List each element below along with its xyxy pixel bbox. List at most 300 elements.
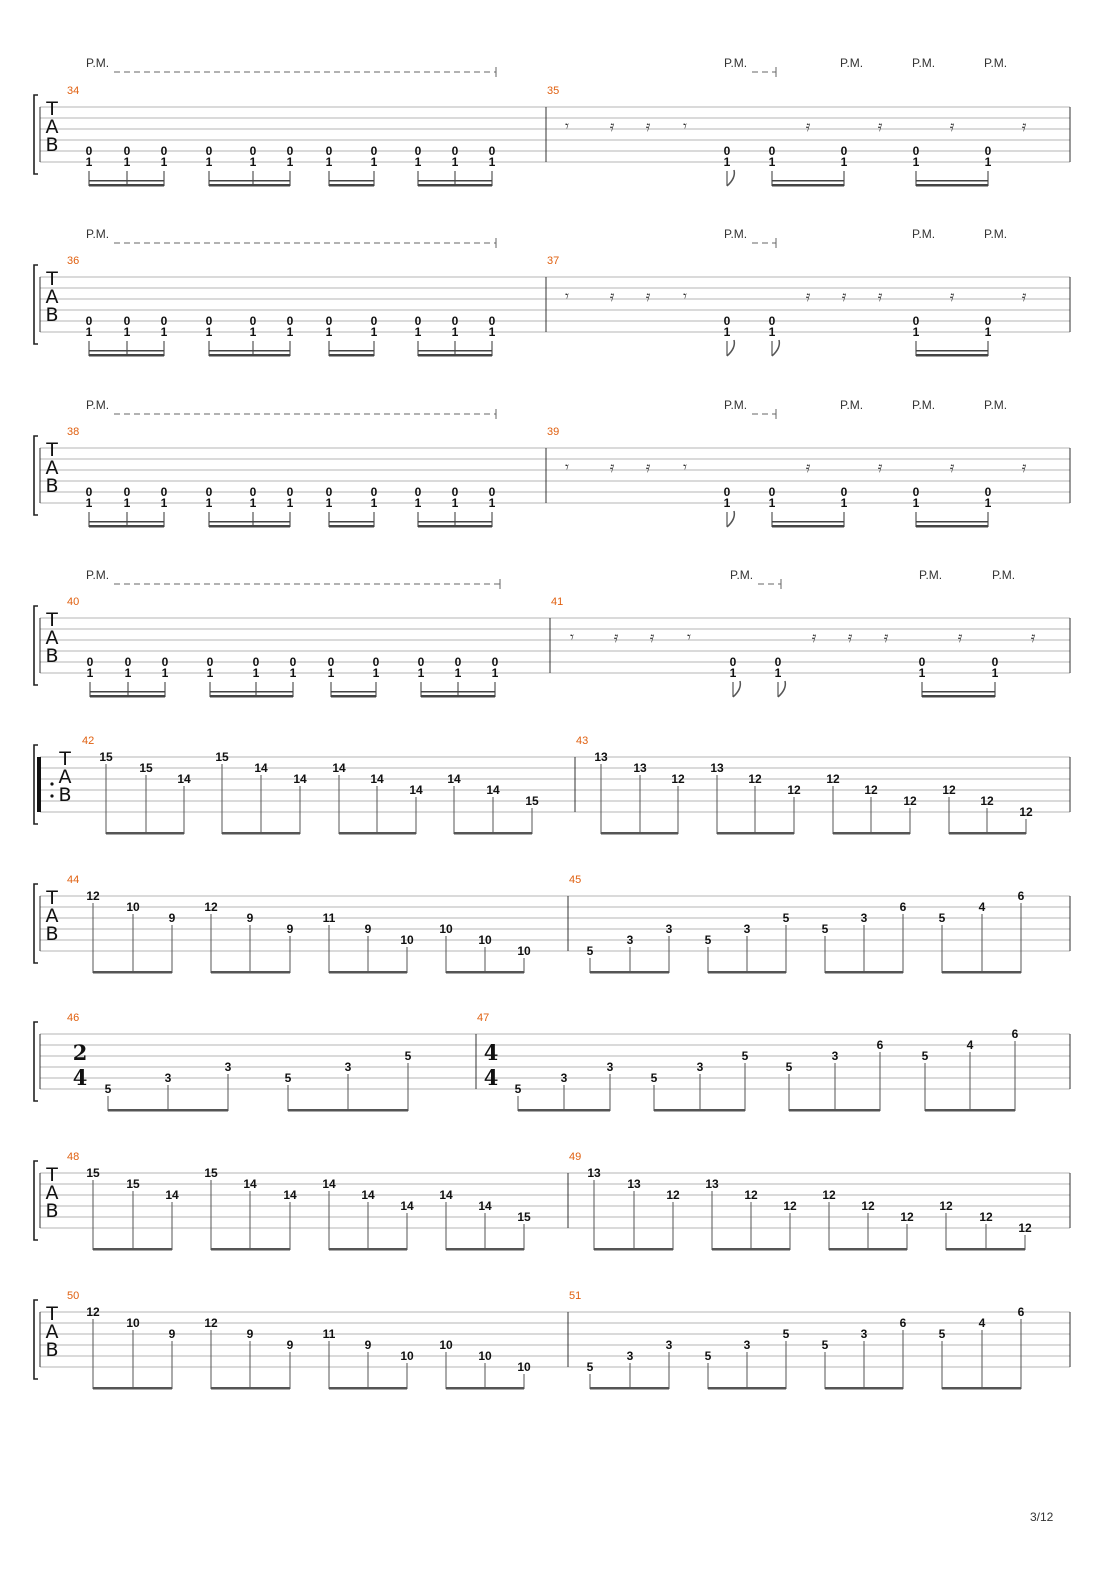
measure-number: 35 [547, 85, 560, 97]
fret-number: 3 [665, 922, 673, 936]
rest: 𝄿 [877, 458, 883, 476]
measure-number: 36 [67, 255, 80, 267]
beam [712, 1248, 790, 1251]
fret-number: 1 [252, 666, 260, 680]
fret-number: 12 [748, 772, 762, 786]
fret-number: 12 [861, 1199, 875, 1213]
fret-number: 1 [205, 496, 213, 510]
fret-number: 12 [900, 1210, 914, 1224]
fret-number: 14 [478, 1199, 492, 1213]
rest: 𝄾 [683, 117, 687, 135]
fret-number: 1 [205, 155, 213, 169]
fret-number: 15 [204, 1166, 218, 1180]
tab-clef-letter: T [46, 268, 58, 290]
measure-number: 37 [547, 255, 560, 267]
rest: 𝄿 [847, 628, 853, 646]
measure-number: 42 [82, 735, 95, 747]
fret-number: 0 [161, 655, 169, 669]
fret-number: 10 [439, 1338, 453, 1352]
beam [916, 184, 988, 187]
tab-clef-letter: B [45, 923, 59, 945]
measure-number: 34 [67, 85, 80, 97]
fret-number: 0 [451, 314, 459, 328]
fret-number: 0 [912, 314, 920, 328]
rest: 𝄿 [883, 628, 889, 646]
time-signature-top: 2 [72, 1040, 88, 1065]
measure-number: 51 [569, 1290, 582, 1302]
fret-number: 0 [325, 485, 333, 499]
fret-number: 0 [325, 144, 333, 158]
repeat-dot [50, 782, 53, 785]
fret-number: 9 [286, 922, 294, 936]
palm-mute-label: P.M. [724, 56, 748, 70]
fret-number: 14 [400, 1199, 414, 1213]
fret-number: 14 [409, 783, 423, 797]
tab-clef-letter: B [45, 1200, 59, 1222]
fret-number: 1 [124, 666, 132, 680]
rest: 𝄿 [645, 117, 651, 135]
tab-clef-letter: A [45, 1182, 59, 1204]
beam [601, 832, 678, 835]
fret-number: 12 [864, 783, 878, 797]
fret-number: 0 [414, 314, 422, 328]
fret-number: 9 [246, 1327, 254, 1341]
palm-mute-label: P.M. [919, 568, 943, 582]
fret-number: 12 [787, 783, 801, 797]
fret-number: 0 [205, 314, 213, 328]
tab-clef-letter: B [45, 645, 59, 667]
measure-number: 49 [569, 1151, 582, 1163]
rest: 𝄾 [683, 287, 687, 305]
palm-mute-label: P.M. [86, 398, 110, 412]
fret-number: 1 [912, 155, 920, 169]
fret-number: 6 [899, 1316, 907, 1330]
fret-number: 5 [284, 1071, 292, 1085]
fret-number: 0 [912, 144, 920, 158]
fret-number: 14 [177, 772, 191, 786]
system-bracket [34, 884, 38, 963]
beam [916, 354, 988, 357]
tab-clef-letter: B [58, 784, 72, 806]
fret-number: 3 [696, 1060, 704, 1074]
fret-number: 9 [168, 1327, 176, 1341]
fret-number: 3 [626, 933, 634, 947]
fret-number: 0 [768, 144, 776, 158]
fret-number: 1 [984, 155, 992, 169]
fret-number: 9 [246, 911, 254, 925]
fret-number: 10 [439, 922, 453, 936]
fret-number: 14 [370, 772, 384, 786]
fret-number: 0 [85, 314, 93, 328]
rest: 𝄾 [565, 287, 569, 305]
tab-clef-letter: B [45, 304, 59, 326]
fret-number: 0 [325, 314, 333, 328]
fret-number: 0 [840, 485, 848, 499]
beam [789, 1109, 880, 1112]
fret-number: 1 [488, 155, 496, 169]
fret-number: 1 [327, 666, 335, 680]
fret-number: 12 [822, 1188, 836, 1202]
fret-number: 3 [224, 1060, 232, 1074]
beam [717, 832, 794, 835]
beam [825, 971, 903, 974]
fret-number: 6 [1017, 889, 1025, 903]
beam [89, 184, 164, 187]
fret-number: 10 [126, 1316, 140, 1330]
fret-number: 1 [723, 155, 731, 169]
fret-number: 12 [826, 772, 840, 786]
palm-mute-label: P.M. [912, 398, 936, 412]
rest: 𝄿 [949, 117, 955, 135]
palm-mute-label: P.M. [984, 56, 1008, 70]
fret-number: 3 [560, 1071, 568, 1085]
fret-number: 1 [86, 666, 94, 680]
beam [89, 350, 164, 352]
beam [772, 521, 844, 523]
tab-clef-letter: T [59, 748, 71, 770]
rest: 𝄿 [1021, 287, 1027, 305]
fret-number: 0 [414, 144, 422, 158]
fret-number: 5 [821, 922, 829, 936]
fret-number: 5 [586, 944, 594, 958]
measure-number: 46 [67, 1012, 80, 1024]
tab-clef-letter: B [45, 134, 59, 156]
beam [421, 691, 495, 693]
palm-mute-label: P.M. [840, 56, 864, 70]
fret-number: 0 [840, 144, 848, 158]
measure-number: 48 [67, 1151, 80, 1163]
fret-number: 14 [293, 772, 307, 786]
beam [331, 695, 376, 698]
fret-number: 0 [912, 485, 920, 499]
fret-number: 5 [104, 1082, 112, 1096]
beam [590, 971, 669, 974]
fret-number: 9 [168, 911, 176, 925]
fret-number: 1 [451, 325, 459, 339]
fret-number: 5 [785, 1060, 793, 1074]
tab-clef-letter: T [46, 1164, 58, 1186]
fret-number: 0 [370, 144, 378, 158]
rest: 𝄿 [1021, 458, 1027, 476]
fret-number: 1 [370, 155, 378, 169]
system-bracket [34, 1022, 38, 1101]
note-flag [772, 340, 779, 356]
fret-number: 1 [160, 155, 168, 169]
fret-number: 0 [370, 485, 378, 499]
fret-number: 1 [840, 155, 848, 169]
fret-number: 0 [991, 655, 999, 669]
fret-number: 0 [414, 485, 422, 499]
fret-number: 1 [488, 325, 496, 339]
beam [922, 695, 995, 698]
fret-number: 1 [249, 496, 257, 510]
fret-number: 15 [517, 1210, 531, 1224]
beam [209, 184, 290, 187]
fret-number: 1 [249, 155, 257, 169]
beam [222, 832, 300, 835]
fret-number: 12 [671, 772, 685, 786]
fret-number: 12 [86, 889, 100, 903]
beam [329, 184, 374, 187]
beam [708, 971, 786, 974]
beam [209, 354, 290, 357]
tab-clef-letter: A [45, 116, 59, 138]
fret-number: 10 [126, 900, 140, 914]
tab-clef-letter: T [46, 1303, 58, 1325]
fret-number: 1 [123, 155, 131, 169]
fret-number: 10 [400, 1349, 414, 1363]
palm-mute-label: P.M. [724, 398, 748, 412]
beam [833, 832, 910, 835]
beam [329, 1387, 407, 1390]
beam [454, 832, 532, 835]
palm-mute-label: P.M. [984, 227, 1008, 241]
tab-clef-letter: A [45, 905, 59, 927]
note-flag [733, 681, 740, 697]
beam [90, 691, 165, 693]
fret-number: 0 [249, 485, 257, 499]
rest: 𝄿 [609, 117, 615, 135]
beam [106, 832, 184, 835]
rest: 𝄿 [841, 287, 847, 305]
fret-number: 1 [160, 325, 168, 339]
fret-number: 5 [938, 1327, 946, 1341]
palm-mute-label: P.M. [86, 227, 110, 241]
fret-number: 1 [984, 325, 992, 339]
fret-number: 0 [327, 655, 335, 669]
fret-number: 4 [978, 900, 986, 914]
fret-number: 0 [123, 144, 131, 158]
fret-number: 5 [821, 1338, 829, 1352]
fret-number: 3 [743, 1338, 751, 1352]
fret-number: 6 [899, 900, 907, 914]
fret-number: 5 [938, 911, 946, 925]
beam [446, 1387, 524, 1390]
measure-number: 45 [569, 874, 582, 886]
beam [288, 1109, 408, 1112]
note-flag [778, 681, 785, 697]
fret-number: 0 [123, 485, 131, 499]
fret-number: 1 [372, 666, 380, 680]
beam [594, 1248, 673, 1251]
measure-number: 50 [67, 1290, 80, 1302]
fret-number: 14 [254, 761, 268, 775]
rest: 𝄿 [949, 458, 955, 476]
fret-number: 0 [729, 655, 737, 669]
measure-number: 40 [67, 596, 80, 608]
fret-number: 1 [289, 666, 297, 680]
rest: 𝄾 [570, 628, 574, 646]
fret-number: 12 [666, 1188, 680, 1202]
fret-number: 15 [99, 750, 113, 764]
rest: 𝄿 [805, 458, 811, 476]
palm-mute-label: P.M. [984, 398, 1008, 412]
beam [418, 354, 492, 357]
rest: 𝄾 [683, 458, 687, 476]
rest: 𝄿 [805, 117, 811, 135]
fret-number: 0 [488, 314, 496, 328]
palm-mute-label: P.M. [912, 227, 936, 241]
fret-number: 5 [921, 1049, 929, 1063]
fret-number: 10 [478, 933, 492, 947]
fret-number: 15 [126, 1177, 140, 1191]
fret-number: 0 [86, 655, 94, 669]
fret-number: 1 [85, 155, 93, 169]
fret-number: 1 [768, 325, 776, 339]
measure-number: 39 [547, 426, 560, 438]
beam [418, 180, 492, 182]
fret-number: 15 [86, 1166, 100, 1180]
fret-number: 0 [491, 655, 499, 669]
fret-number: 9 [286, 1338, 294, 1352]
beam [211, 1387, 290, 1390]
beam [829, 1248, 907, 1251]
beam [329, 180, 374, 182]
beam [209, 350, 290, 352]
beam [108, 1109, 228, 1112]
fret-number: 13 [633, 761, 647, 775]
fret-number: 0 [85, 485, 93, 499]
tab-clef-letter: T [46, 609, 58, 631]
fret-number: 0 [488, 144, 496, 158]
rest: 𝄿 [805, 287, 811, 305]
beam [418, 350, 492, 352]
fret-number: 1 [370, 496, 378, 510]
fret-number: 0 [85, 144, 93, 158]
measure-number: 43 [576, 735, 589, 747]
fret-number: 0 [124, 655, 132, 669]
fret-number: 3 [164, 1071, 172, 1085]
rest: 𝄿 [645, 458, 651, 476]
fret-number: 1 [325, 155, 333, 169]
fret-number: 12 [86, 1305, 100, 1319]
fret-number: 10 [517, 944, 531, 958]
beam [772, 184, 844, 187]
note-flag [727, 170, 734, 186]
palm-mute-label: P.M. [912, 56, 936, 70]
beam [418, 521, 492, 523]
fret-number: 1 [286, 325, 294, 339]
fret-number: 0 [723, 314, 731, 328]
system-bracket [34, 95, 38, 174]
tab-clef-letter: B [45, 1339, 59, 1361]
fret-number: 14 [165, 1188, 179, 1202]
fret-number: 1 [249, 325, 257, 339]
tab-clef-letter: B [45, 475, 59, 497]
beam [210, 695, 293, 698]
rest: 𝄿 [877, 117, 883, 135]
fret-number: 0 [984, 314, 992, 328]
beam [654, 1109, 745, 1112]
beam [825, 1387, 903, 1390]
fret-number: 0 [451, 144, 459, 158]
fret-number: 1 [454, 666, 462, 680]
fret-number: 3 [860, 911, 868, 925]
fret-number: 15 [215, 750, 229, 764]
rest: 𝄾 [687, 628, 691, 646]
rest: 𝄿 [949, 287, 955, 305]
beam [329, 525, 374, 528]
fret-number: 14 [486, 783, 500, 797]
beam [916, 180, 988, 182]
fret-number: 0 [454, 655, 462, 669]
repeat-dot [50, 794, 53, 797]
rest: 𝄿 [877, 287, 883, 305]
fret-number: 3 [743, 922, 751, 936]
fret-number: 13 [627, 1177, 641, 1191]
fret-number: 0 [918, 655, 926, 669]
fret-number: 0 [160, 144, 168, 158]
fret-number: 0 [417, 655, 425, 669]
time-signature-bottom: 4 [72, 1065, 88, 1090]
tab-clef-letter: A [58, 766, 72, 788]
tab-clef-letter: T [46, 439, 58, 461]
fret-number: 4 [966, 1038, 974, 1052]
beam [418, 525, 492, 528]
note-flag [727, 511, 734, 527]
fret-number: 0 [768, 485, 776, 499]
fret-number: 5 [514, 1082, 522, 1096]
fret-number: 1 [840, 496, 848, 510]
beam [209, 525, 290, 528]
fret-number: 15 [139, 761, 153, 775]
beam [590, 1387, 669, 1390]
fret-number: 0 [984, 144, 992, 158]
tab-clef-letter: A [45, 627, 59, 649]
beam [329, 971, 407, 974]
fret-number: 12 [204, 1316, 218, 1330]
fret-number: 1 [729, 666, 737, 680]
fret-number: 1 [161, 666, 169, 680]
fret-number: 0 [205, 485, 213, 499]
palm-mute-label: P.M. [840, 398, 864, 412]
system-bracket [34, 1161, 38, 1240]
fret-number: 0 [206, 655, 214, 669]
fret-number: 1 [123, 325, 131, 339]
fret-number: 1 [774, 666, 782, 680]
beam [772, 180, 844, 182]
beam [93, 1387, 172, 1390]
fret-number: 0 [286, 485, 294, 499]
fret-number: 1 [286, 155, 294, 169]
fret-number: 1 [325, 496, 333, 510]
measure-number: 44 [67, 874, 80, 886]
fret-number: 1 [451, 496, 459, 510]
fret-number: 0 [252, 655, 260, 669]
tab-clef-letter: A [45, 286, 59, 308]
rest: 𝄿 [1030, 628, 1036, 646]
beam [421, 695, 495, 698]
beam [949, 832, 1026, 835]
rest: 𝄿 [613, 628, 619, 646]
fret-number: 3 [626, 1349, 634, 1363]
beam [93, 971, 172, 974]
fret-number: 12 [204, 900, 218, 914]
fret-number: 11 [322, 1327, 336, 1341]
fret-number: 5 [782, 1327, 790, 1341]
fret-number: 12 [903, 794, 917, 808]
palm-mute-label: P.M. [724, 227, 748, 241]
fret-number: 12 [1019, 805, 1033, 819]
time-signature-bottom: 4 [483, 1065, 499, 1090]
palm-mute-label: P.M. [992, 568, 1016, 582]
note-flag [727, 340, 734, 356]
rest: 𝄾 [565, 117, 569, 135]
fret-number: 4 [978, 1316, 986, 1330]
palm-mute-label: P.M. [86, 56, 110, 70]
beam [209, 521, 290, 523]
fret-number: 14 [332, 761, 346, 775]
